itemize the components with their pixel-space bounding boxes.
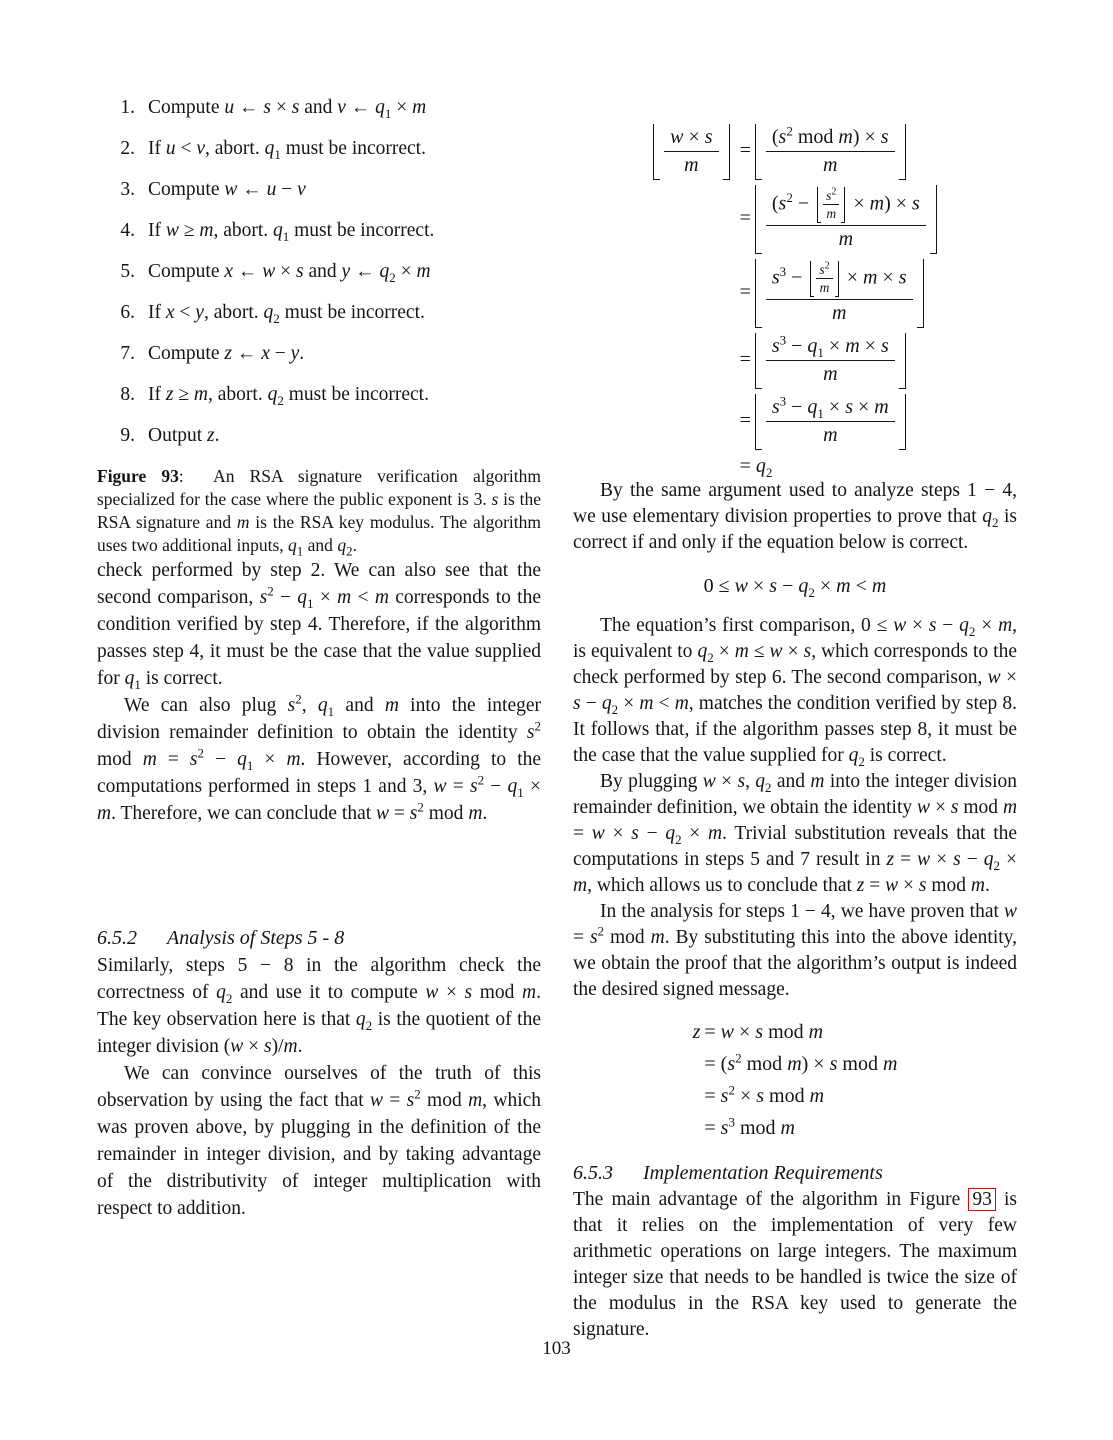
equation-rhs: = $\frac{s^3 - q_1 \times m \times s}{m}$: [740, 333, 910, 389]
equation-rhs: = $s^2 \times s$ mod m: [704, 1082, 825, 1107]
section-number: 6.5.3: [573, 1162, 613, 1184]
left-column: [97, 94, 541, 1343]
paragraph-remainder-identity: We can also plug $s^2$, $q_1$ and m into the integer division remainder definition to obtain the identity $s^2$ mod $m = s^2 - q_1 \times m$. However, according to the computations performed in steps 1 and 3, $w = s^2 - q_1 \times m$. Therefore, we can conclude that $w = s^2$ mod m.: [97, 691, 542, 824]
right-column: [573, 94, 1017, 1343]
algorithm-step-2: [111, 135, 541, 162]
algorithm-step-4: [111, 217, 541, 244]
step-number: 2.: [120, 138, 135, 159]
equation-lhs: z: [692, 1021, 701, 1043]
step-number: 1.: [120, 97, 135, 118]
algorithm-step-5: [111, 258, 541, 285]
equation-rhs: = $s^3$ − $\frac{s^2}{m}$ × m × s m: [740, 259, 928, 328]
step-number: 8.: [120, 384, 135, 405]
algorithm-step-8: [111, 381, 541, 408]
step-number: 4.: [120, 220, 135, 241]
equation-rhs: = $s^3$ mod m: [704, 1114, 795, 1139]
step-text: If x < y, abort. $q_2$ must be incorrect.: [148, 302, 425, 326]
paragraph-steps-5-8-intro: Similarly, steps 5 − 8 in the algorithm check the correctness of $q_2$ and use it to compute w × s mod m. The key observation here is that $q_2$ is the quotient of the integer division (w × s)/m.: [97, 955, 541, 1057]
equation-rhs: = $\frac{(s^2 mod m) \times s}{m}$: [740, 124, 910, 180]
section-title: Analysis of Steps 5 - 8: [167, 927, 345, 949]
algorithm-step-6: [111, 299, 541, 326]
step-number: 7.: [120, 343, 135, 364]
paragraph-same-argument: By the same argument used to analyze steps 1 − 4, we use elementary division properties to prove that $q_2$ is correct if and only if the equation below is correct.: [573, 480, 1018, 553]
paragraph-implementation-advantage: The main advantage of the algorithm in Figure 93 is that it relies on the implementation of very few arithmetic operations on large integers. The maximum integer size that needs to be handled is twice the size of the modulus in the RSA key used to generate the signature.: [573, 1189, 1017, 1340]
step-text: Compute x ← w × s and y ← $q_2 \times m$: [148, 261, 431, 285]
step-number: 3.: [120, 179, 135, 200]
section-title: Implementation Requirements: [643, 1162, 883, 1184]
algorithm-step-9: [111, 422, 541, 449]
figure-93-caption: Figure 93: An RSA signature verification algorithm specialized for the case where the public exponent is 3. s is the RSA signature and m is the RSA key modulus. The algorithm uses two additional inputs, $q_1$ and $q_2$.: [97, 466, 541, 559]
paragraph-convince-observation: We can convince ourselves of the truth of this observation by using the fact that $w = s^2$ mod m, which was proven above, by plugging in the definition of the remainder in integer division, and by taking advantage of the distributivity of integer multiplication with respect to addition.: [97, 1063, 542, 1219]
equation-lhs: $\frac{w \times s}{m}$: [649, 124, 733, 180]
section-heading-6-5-3: [573, 1160, 1017, 1187]
algorithm-step-7: [111, 340, 541, 367]
equation-rhs: = $q_2$: [739, 455, 773, 480]
section-number: 6.5.2: [97, 927, 137, 949]
paragraph-plugging-identity: By plugging w × s, $q_2$ and m into the integer division remainder definition, we obtain the identity w × s mod $m = w \times s - q_2 \times m$. Trivial substitution reveals that the computations in steps 5 and 7 result in $z = w \times s - q_2 \times m$, which allows us to conclude that z = w × s mod m.: [573, 771, 1018, 896]
step-text: Compute u ← s × s and v ← $q_1 \times m$: [148, 97, 427, 121]
page-number: 103: [542, 1338, 571, 1359]
paragraph-first-comparison: The equation’s first comparison, $0 \le w \times s - q_2 \times m$, is equivalent to $q_2 \times m \le w \times s$, which corresponds to the check performed by step 6. The second comparison, $w \times s - q_2 \times m < m$, matches the condition verified by step 8. It follows that, if the algorithm passes step 8, it must be the case that the value supplied for $q_2$ is correct.: [573, 615, 1018, 769]
figure-93-reference-link[interactable]: 93: [968, 1188, 996, 1211]
step-number: 9.: [120, 425, 135, 446]
paragraph-analysis-conclusion: In the analysis for steps 1 − 4, we have proven that $w = s^2$ mod m. By substituting this into the above identity, we obtain the proof that the algorithm’s output is indeed the desired signed message.: [573, 901, 1018, 1000]
equation-rhs: = w × s mod m: [704, 1021, 824, 1043]
step-text: Compute z ← x − y.: [148, 343, 305, 364]
algorithm-steps-list: [97, 94, 541, 449]
step-number: 5.: [120, 261, 135, 282]
step-text: If u < v, abort. $q_1$ must be incorrect.: [148, 138, 426, 162]
step-text: If z ≥ m, abort. $q_2$ must be incorrect.: [148, 384, 429, 408]
equation-rhs: = ($s^2$ mod m) × s mod m: [704, 1050, 898, 1075]
inequality-equation: $0 \le w \times s - q_2 \times m < m$: [703, 575, 887, 600]
step-text: Output z.: [148, 425, 220, 446]
step-text: Compute w ← u − v: [148, 179, 306, 200]
step-text: If w ≥ m, abort. $q_1$ must be incorrect.: [148, 220, 435, 244]
section-heading-6-5-2: [97, 925, 541, 952]
step-number: 6.: [120, 302, 135, 323]
algorithm-step-1: [111, 94, 541, 121]
equation-rhs: = ($s^2$ − $\frac{s^2}{m}$ × m) × s m: [740, 185, 941, 254]
algorithm-step-3: [111, 176, 541, 203]
paragraph-step2-step4-analysis: check performed by step 2. We can also see that the second comparison, $s^2 - q_1 \times m < m$ corresponds to the condition verified by step 4. Therefore, if the algorithm passes step 4, it must be the case that the value supplied for $q_1$ is correct.: [97, 560, 542, 692]
equation-rhs: = $\frac{s^3 - q_1 \times s \times m}{m}$: [740, 394, 910, 450]
z-equals-derivation: [573, 1021, 1017, 1140]
floor-division-derivation: [573, 124, 1017, 478]
